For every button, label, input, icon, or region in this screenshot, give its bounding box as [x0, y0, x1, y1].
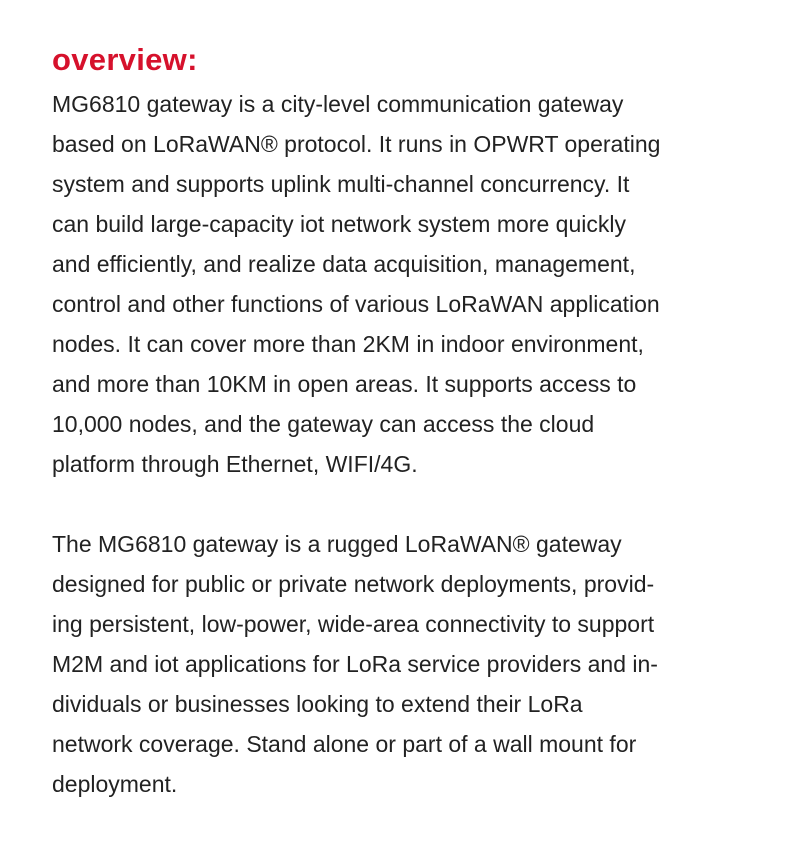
text-line: designed for public or private network deployments, provid- — [52, 571, 655, 597]
text-line: network coverage. Stand alone or part of a wall mount for — [52, 731, 637, 757]
text-line: ing persistent, low-power, wide-area connectivity to support — [52, 611, 655, 637]
paragraph-description — [52, 84, 772, 484]
text-line: can build large-capacity iot network system more quickly — [52, 211, 626, 237]
text-line: MG6810 gateway is a city-level communication gateway — [52, 91, 624, 117]
overview-section — [52, 40, 772, 804]
text-line: control and other functions of various LoRaWAN application — [52, 291, 660, 317]
section-heading: overview: — [52, 42, 198, 77]
paragraph-spacer — [52, 484, 772, 524]
text-line: and efficiently, and realize data acquisition, management, — [52, 251, 636, 277]
text-line: dividuals or businesses looking to extend their LoRa — [52, 691, 583, 717]
text-line: system and supports uplink multi-channel concurrency. It — [52, 171, 630, 197]
text-line: and more than 10KM in open areas. It supports access to — [52, 371, 637, 397]
text-line: deployment. — [52, 771, 178, 797]
text-line: platform through Ethernet, WIFI/4G. — [52, 451, 418, 477]
text-line: 10,000 nodes, and the gateway can access the cloud — [52, 411, 595, 437]
text-line: M2M and iot applications for LoRa service providers and in- — [52, 651, 658, 677]
text-line: based on LoRaWAN® protocol. It runs in OPWRT operating — [52, 131, 661, 157]
paragraph-rugged-gateway — [52, 524, 772, 804]
text-line: nodes. It can cover more than 2KM in indoor environment, — [52, 331, 644, 357]
text-line: The MG6810 gateway is a rugged LoRaWAN® gateway — [52, 531, 622, 557]
